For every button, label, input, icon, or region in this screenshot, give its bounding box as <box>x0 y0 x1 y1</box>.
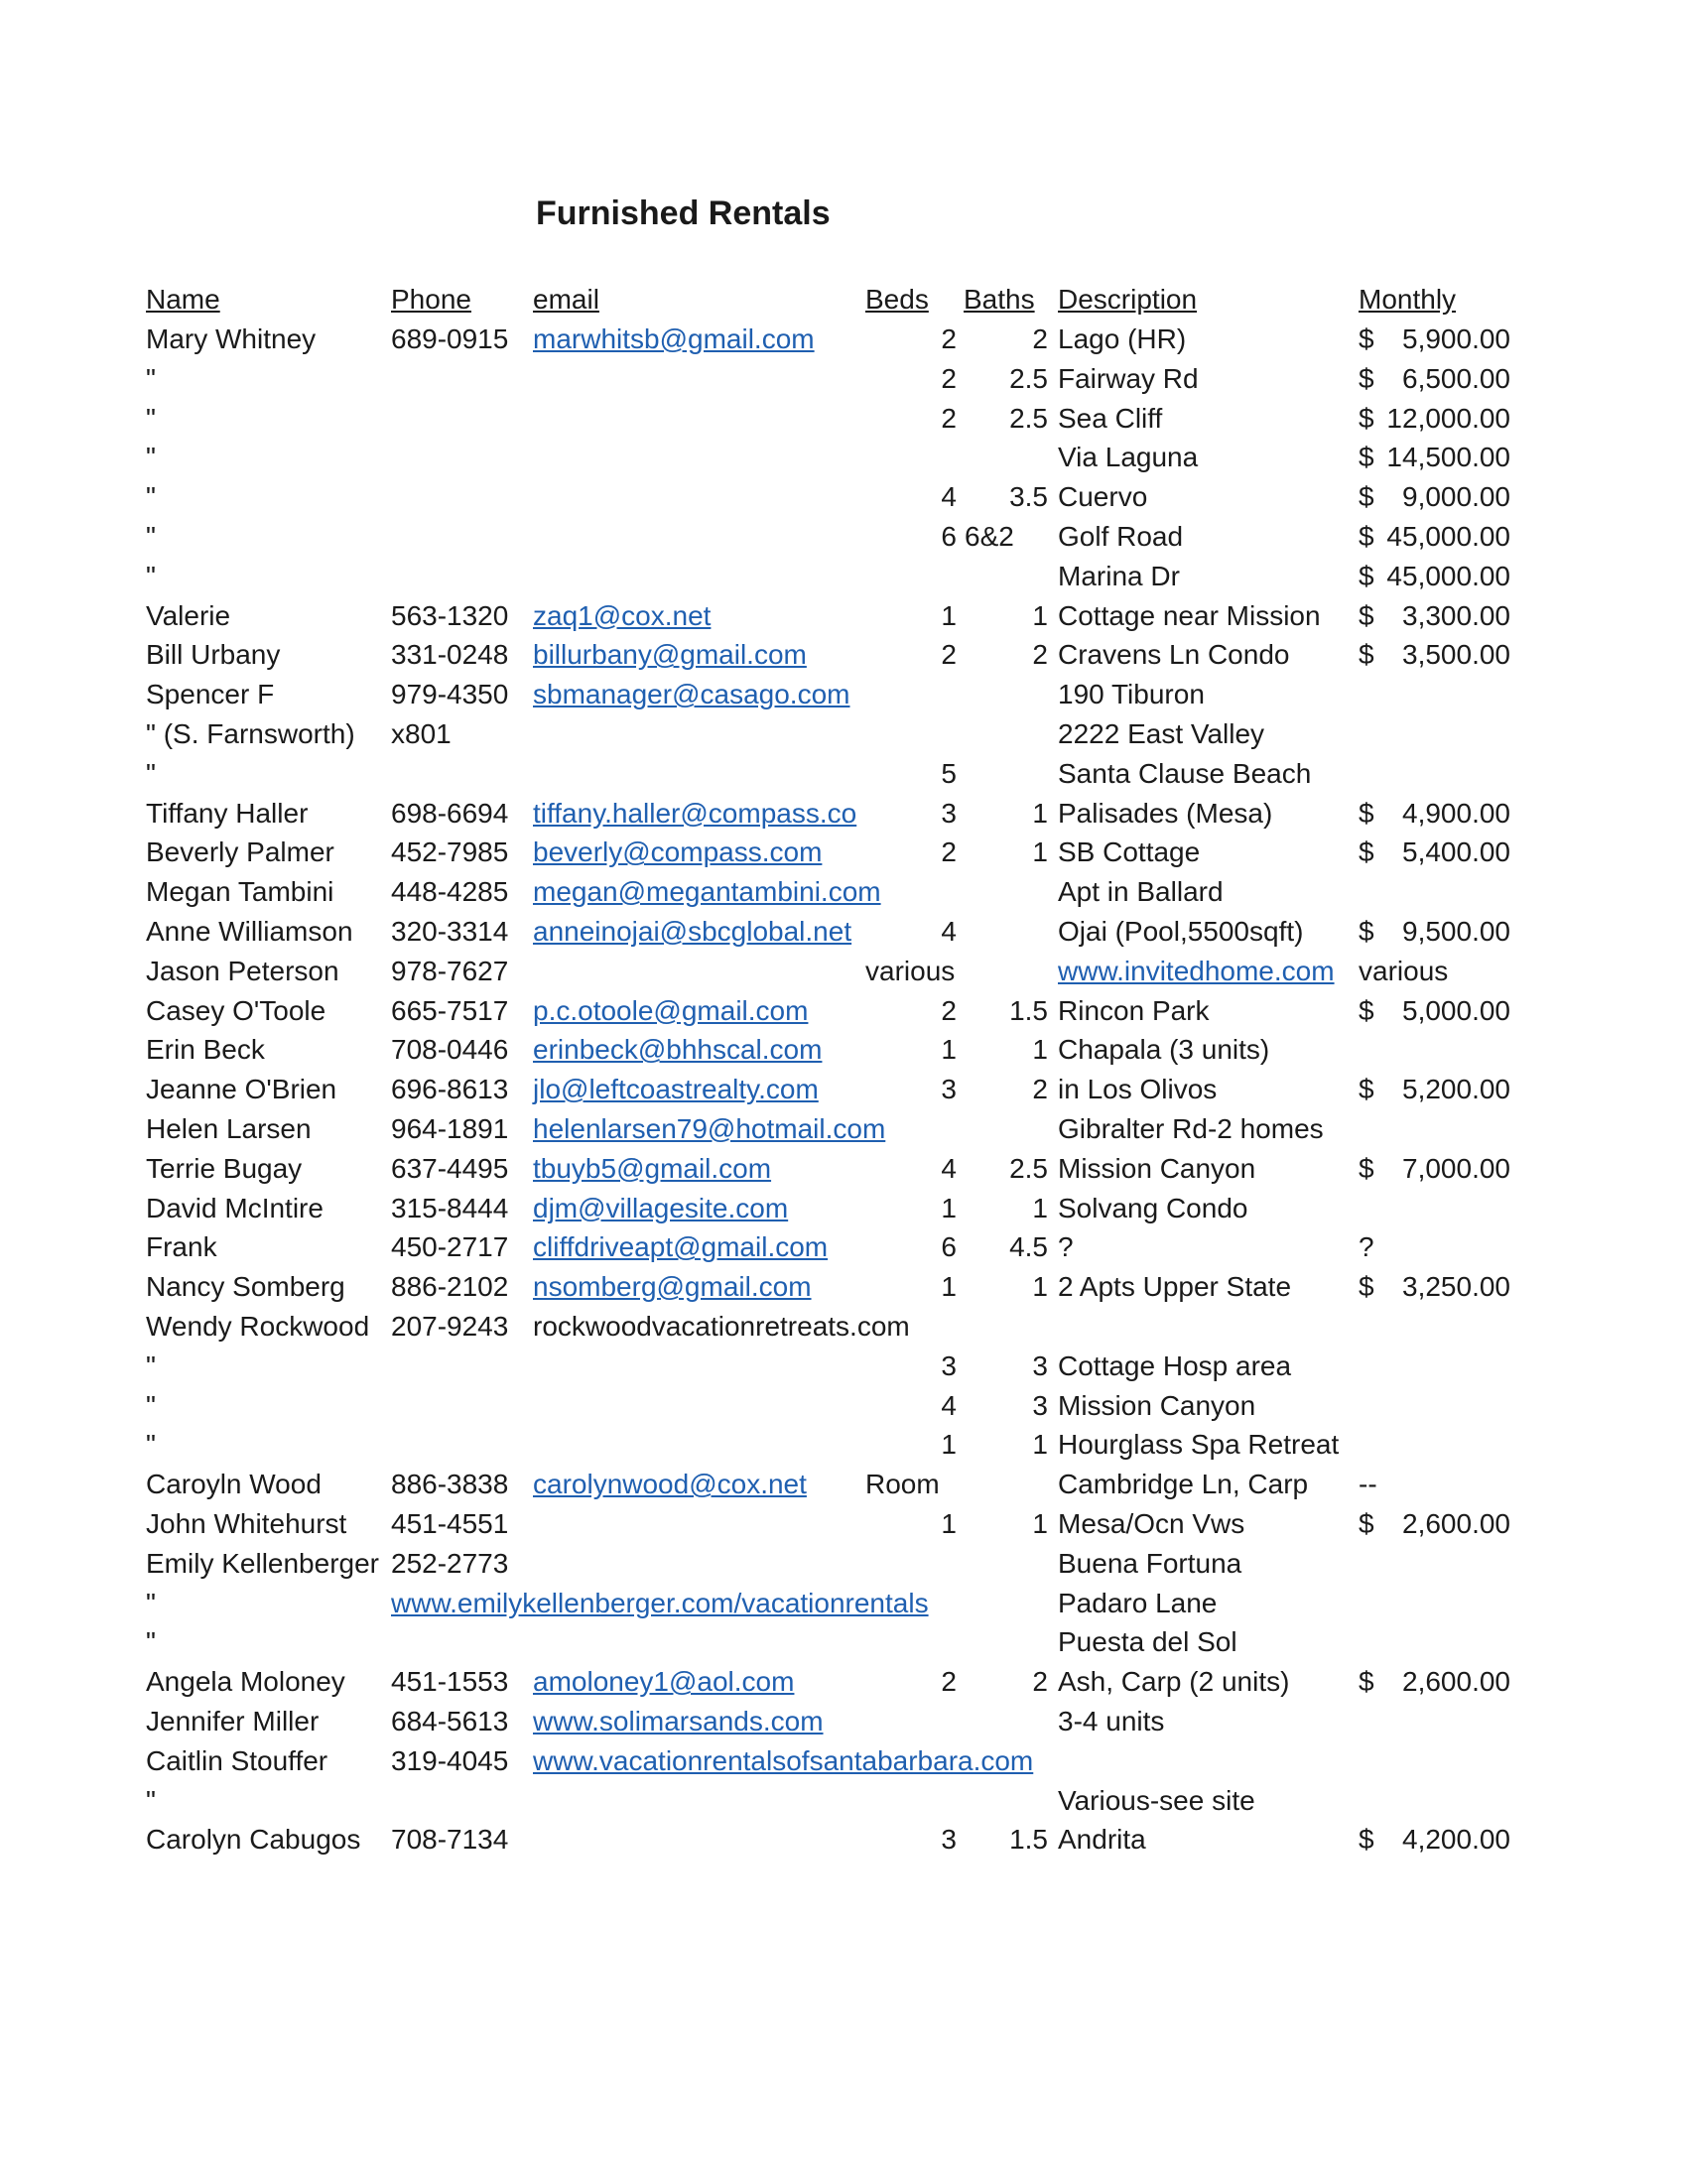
name-cell: " <box>146 402 156 434</box>
header-phone: Phone <box>391 284 471 315</box>
monthly-cell: 9,000.00 <box>1402 481 1510 513</box>
beds-cell: 2 <box>941 323 957 354</box>
phone-cell: 448-4285 <box>391 876 509 908</box>
table-row <box>0 952 1688 991</box>
monthly-cell: 2,600.00 <box>1402 1508 1510 1539</box>
email-link[interactable]: tiffany.haller@compass.co <box>533 797 857 829</box>
email-link[interactable]: www.vacationrentalsofsantabarbara.com <box>533 1744 1034 1776</box>
name-cell: " <box>146 442 156 473</box>
monthly-cell: 3,500.00 <box>1402 639 1510 671</box>
email-link[interactable]: marwhitsb@gmail.com <box>533 323 815 354</box>
phone-cell: 451-4551 <box>391 1508 509 1539</box>
email-link[interactable]: erinbeck@bhhscal.com <box>533 1034 823 1066</box>
phone-cell: 964-1891 <box>391 1113 509 1144</box>
baths-cell: 3 <box>1032 1349 1048 1381</box>
currency-symbol: $ <box>1359 481 1374 513</box>
beds-cell: 2 <box>941 994 957 1026</box>
name-cell: Caitlin Stouffer <box>146 1744 328 1776</box>
name-cell: Frank <box>146 1231 217 1263</box>
table-header <box>0 280 1688 320</box>
phone-cell: 698-6694 <box>391 797 509 829</box>
beds-cell: 2 <box>941 836 957 868</box>
baths-cell: 1 <box>1032 1508 1048 1539</box>
name-cell: David McIntire <box>146 1192 324 1223</box>
baths-cell: 3.5 <box>1009 481 1048 513</box>
description-cell: in Los Olivos <box>1058 1074 1218 1105</box>
table-row <box>0 1347 1688 1386</box>
table-row <box>0 320 1688 359</box>
description-cell: Chapala (3 units) <box>1058 1034 1270 1066</box>
name-cell: " <box>146 481 156 513</box>
beds-cell: 3 <box>941 1824 957 1856</box>
monthly-cell: 3,300.00 <box>1402 599 1510 631</box>
baths-cell: 1.5 <box>1009 994 1048 1026</box>
table-row <box>0 1267 1688 1307</box>
description-cell: Padaro Lane <box>1058 1587 1218 1618</box>
description-cell: Golf Road <box>1058 521 1184 552</box>
beds-cell: 4 <box>941 481 957 513</box>
description-cell: 2222 East Valley <box>1058 718 1265 749</box>
phone-cell: 689-0915 <box>391 323 509 354</box>
phone-cell: 979-4350 <box>391 679 509 710</box>
beds-cell: 2 <box>941 362 957 394</box>
header-beds: Beds <box>865 284 929 315</box>
currency-symbol: $ <box>1359 442 1374 473</box>
name-cell: Spencer F <box>146 679 275 710</box>
monthly-cell: 45,000.00 <box>1386 521 1510 552</box>
table-row <box>0 754 1688 794</box>
email-link[interactable]: nsomberg@gmail.com <box>533 1271 812 1303</box>
name-cell: Wendy Rockwood <box>146 1311 370 1342</box>
name-cell: " <box>146 1389 156 1421</box>
name-cell: Mary Whitney <box>146 323 317 354</box>
table-row <box>0 635 1688 675</box>
table-row <box>0 596 1688 636</box>
description-cell: Various-see site <box>1058 1784 1255 1816</box>
name-cell: " <box>146 1626 156 1658</box>
monthly-cell: 5,400.00 <box>1402 836 1510 868</box>
name-cell: Emily Kellenberger <box>146 1547 379 1579</box>
phone-cell: 563-1320 <box>391 599 509 631</box>
name-cell: " <box>146 1429 156 1461</box>
description-cell: Mission Canyon <box>1058 1389 1256 1421</box>
description-cell: Lago (HR) <box>1058 323 1187 354</box>
phone-cell: 315-8444 <box>391 1192 509 1223</box>
email-link[interactable]: helenlarsen79@hotmail.com <box>533 1113 886 1144</box>
phone-cell: 665-7517 <box>391 994 509 1026</box>
monthly-cell: ? <box>1359 1231 1374 1263</box>
name-cell: " <box>146 362 156 394</box>
header-name: Name <box>146 284 220 315</box>
phone-cell: 978-7627 <box>391 955 509 986</box>
baths-cell: 3 <box>1032 1389 1048 1421</box>
monthly-cell: 4,200.00 <box>1402 1824 1510 1856</box>
description-cell: Sea Cliff <box>1058 402 1163 434</box>
description-cell: Cottage Hosp area <box>1058 1349 1292 1381</box>
email-link[interactable]: www.solimarsands.com <box>533 1706 824 1736</box>
description-cell: Cravens Ln Condo <box>1058 639 1290 671</box>
beds-cell: 3 <box>941 1349 957 1381</box>
baths-cell: 1 <box>1032 1192 1048 1223</box>
header-monthly: Monthly <box>1359 284 1457 315</box>
phone-cell: 320-3314 <box>391 916 509 947</box>
table-row <box>0 1189 1688 1228</box>
baths-cell: 2 <box>1032 639 1048 671</box>
description-cell: Fairway Rd <box>1058 362 1199 394</box>
baths-cell: 2 <box>1032 323 1048 354</box>
name-cell: " <box>146 1784 156 1816</box>
monthly-cell: various <box>1359 955 1449 986</box>
monthly-cell: 6,500.00 <box>1402 362 1510 394</box>
name-cell: Carolyn Cabugos <box>146 1824 361 1856</box>
table-row <box>0 438 1688 477</box>
monthly-cell: 7,000.00 <box>1402 1152 1510 1184</box>
currency-symbol: $ <box>1359 1508 1374 1539</box>
table-row <box>0 1622 1688 1662</box>
beds-cell: 6 <box>941 1231 957 1263</box>
table-row <box>0 1030 1688 1070</box>
table-row <box>0 1386 1688 1426</box>
beds-cell: 1 <box>941 1508 957 1539</box>
currency-symbol: $ <box>1359 1824 1374 1856</box>
name-cell: Casey O'Toole <box>146 994 326 1026</box>
baths-cell: 4.5 <box>1009 1231 1048 1263</box>
table-row <box>0 1504 1688 1544</box>
phone-cell: 207-9243 <box>391 1311 509 1342</box>
email-link[interactable]: p.c.otoole@gmail.com <box>533 994 809 1026</box>
table-row <box>0 399 1688 439</box>
description-cell: Palisades (Mesa) <box>1058 797 1273 829</box>
description-cell: Mission Canyon <box>1058 1152 1256 1184</box>
description-cell: Cottage near Mission <box>1058 599 1321 631</box>
description-cell: Santa Clause Beach <box>1058 757 1312 789</box>
description-cell: 190 Tiburon <box>1058 679 1205 710</box>
phone-cell: 696-8613 <box>391 1074 509 1105</box>
baths-cell: 1 <box>1032 1429 1048 1461</box>
website-text: rockwoodvacationretreats.com <box>533 1311 910 1342</box>
beds-cell: 1 <box>941 1192 957 1223</box>
currency-symbol: $ <box>1359 994 1374 1026</box>
header-email: email <box>533 284 599 315</box>
phone-cell: x801 <box>391 718 452 749</box>
currency-symbol: $ <box>1359 560 1374 591</box>
name-cell: " <box>146 560 156 591</box>
currency-symbol: $ <box>1359 1271 1374 1303</box>
currency-symbol: $ <box>1359 797 1374 829</box>
baths-cell: 2.5 <box>1009 1152 1048 1184</box>
description-cell: Cambridge Ln, Carp <box>1058 1469 1309 1500</box>
beds-cell: 1 <box>941 1034 957 1066</box>
table-row <box>0 1741 1688 1781</box>
table-row <box>0 1544 1688 1584</box>
phone-cell: 252-2773 <box>391 1547 509 1579</box>
baths-cell: 1 <box>1032 797 1048 829</box>
table-row <box>0 1781 1688 1821</box>
name-cell: " (S. Farnsworth) <box>146 718 355 749</box>
description-cell: ? <box>1058 1231 1074 1263</box>
phone-cell: 886-2102 <box>391 1271 509 1303</box>
header-description: Description <box>1058 284 1198 315</box>
phone-cell: 450-2717 <box>391 1231 509 1263</box>
currency-symbol: $ <box>1359 323 1374 354</box>
baths-cell: 1 <box>1032 836 1048 868</box>
monthly-cell: 2,600.00 <box>1402 1666 1510 1698</box>
description-cell: Marina Dr <box>1058 560 1180 591</box>
email-link[interactable]: cliffdriveapt@gmail.com <box>533 1231 829 1263</box>
email-link[interactable]: tbuyb5@gmail.com <box>533 1152 772 1184</box>
table-row <box>0 1227 1688 1267</box>
beds-cell: 5 <box>941 757 957 789</box>
beds-cell: 1 <box>941 1271 957 1303</box>
beds-cell: 1 <box>941 599 957 631</box>
baths-cell: 1 <box>1032 599 1048 631</box>
table-row <box>0 675 1688 714</box>
beds-cell: 4 <box>941 1389 957 1421</box>
name-cell: Tiffany Haller <box>146 797 309 829</box>
table-row <box>0 477 1688 517</box>
table-row <box>0 991 1688 1031</box>
description-cell: SB Cottage <box>1058 836 1201 868</box>
description-cell: Ojai (Pool,5500sqft) <box>1058 916 1304 947</box>
monthly-cell: 45,000.00 <box>1386 560 1510 591</box>
description-cell: 3-4 units <box>1058 1706 1165 1736</box>
description-cell: Apt in Ballard <box>1058 876 1224 908</box>
name-cell: Terrie Bugay <box>146 1152 303 1184</box>
phone-cell: 708-0446 <box>391 1034 509 1066</box>
currency-symbol: $ <box>1359 402 1374 434</box>
beds-cell: various <box>865 955 956 986</box>
description-cell: Puesta del Sol <box>1058 1626 1237 1658</box>
name-cell: " <box>146 757 156 789</box>
phone-cell: 331-0248 <box>391 639 509 671</box>
table-row <box>0 794 1688 834</box>
monthly-cell: 3,250.00 <box>1402 1271 1510 1303</box>
description-cell: Hourglass Spa Retreat <box>1058 1429 1340 1461</box>
table-row <box>0 1070 1688 1109</box>
phone-cell: 637-4495 <box>391 1152 509 1184</box>
phone-cell: 451-1553 <box>391 1666 509 1698</box>
currency-symbol: $ <box>1359 916 1374 947</box>
table-row <box>0 912 1688 952</box>
table-row <box>0 1425 1688 1465</box>
table-row <box>0 557 1688 596</box>
email-link[interactable]: carolynwood@cox.net <box>533 1469 807 1500</box>
description-cell: Andrita <box>1058 1824 1146 1856</box>
description-cell: Gibralter Rd-2 homes <box>1058 1113 1324 1144</box>
email-link[interactable]: jlo@leftcoastrealty.com <box>533 1074 819 1105</box>
beds-cell: 6 <box>941 521 957 552</box>
email-link[interactable]: amoloney1@aol.com <box>533 1666 795 1698</box>
name-cell: Angela Moloney <box>146 1666 345 1698</box>
name-cell: Jason Peterson <box>146 955 339 986</box>
name-cell: " <box>146 521 156 552</box>
name-cell: Nancy Somberg <box>146 1271 345 1303</box>
phone-cell: 452-7985 <box>391 836 509 868</box>
currency-symbol: $ <box>1359 836 1374 868</box>
name-cell: Bill Urbany <box>146 639 281 671</box>
description-cell: Ash, Carp (2 units) <box>1058 1666 1290 1698</box>
email-link[interactable]: djm@villagesite.com <box>533 1192 789 1223</box>
name-cell: Jeanne O'Brien <box>146 1074 337 1105</box>
currency-symbol: $ <box>1359 1666 1374 1698</box>
website-link[interactable]: www.invitedhome.com <box>1058 955 1335 986</box>
beds-cell: 2 <box>941 402 957 434</box>
monthly-cell: 5,000.00 <box>1402 994 1510 1026</box>
name-cell: Megan Tambini <box>146 876 334 908</box>
currency-symbol: $ <box>1359 362 1374 394</box>
beds-cell: 1 <box>941 1429 957 1461</box>
monthly-cell: 9,500.00 <box>1402 916 1510 947</box>
name-cell: Valerie <box>146 599 231 631</box>
table-row <box>0 1149 1688 1189</box>
beds-cell: 2 <box>941 1666 957 1698</box>
name-cell: John Whitehurst <box>146 1508 347 1539</box>
table-row <box>0 1662 1688 1702</box>
table-row <box>0 1702 1688 1741</box>
name-cell: " <box>146 1587 156 1618</box>
name-cell: Caroyln Wood <box>146 1469 322 1500</box>
table-row <box>0 1307 1688 1347</box>
table-row <box>0 1584 1688 1623</box>
table-row <box>0 517 1688 557</box>
beds-cell: 3 <box>941 1074 957 1105</box>
beds-cell: 3 <box>941 797 957 829</box>
currency-symbol: $ <box>1359 1074 1374 1105</box>
beds-cell: 4 <box>941 916 957 947</box>
name-cell: Erin Beck <box>146 1034 265 1066</box>
page-title: Furnished Rentals <box>536 194 831 232</box>
table-row <box>0 359 1688 399</box>
description-cell: Mesa/Ocn Vws <box>1058 1508 1245 1539</box>
description-cell: Rincon Park <box>1058 994 1210 1026</box>
beds-cell: 2 <box>941 639 957 671</box>
table-row <box>0 1820 1688 1860</box>
table-row <box>0 1465 1688 1504</box>
monthly-cell: 5,200.00 <box>1402 1074 1510 1105</box>
name-cell: Jennifer Miller <box>146 1706 320 1736</box>
baths-cell: 2 <box>1032 1074 1048 1105</box>
name-cell: " <box>146 1349 156 1381</box>
baths-cell: 1 <box>1032 1034 1048 1066</box>
beds-cell: Room <box>865 1469 940 1500</box>
table-row <box>0 872 1688 912</box>
baths-cell: 2.5 <box>1009 402 1048 434</box>
beds-cell: 4 <box>941 1152 957 1184</box>
baths-cell: 2.5 <box>1009 362 1048 394</box>
monthly-cell: 5,900.00 <box>1402 323 1510 354</box>
monthly-cell: 12,000.00 <box>1386 402 1510 434</box>
monthly-cell: 14,500.00 <box>1386 442 1510 473</box>
phone-cell: 886-3838 <box>391 1469 509 1500</box>
phone-cell: 708-7134 <box>391 1824 509 1856</box>
description-cell: Via Laguna <box>1058 442 1199 473</box>
email-link[interactable]: sbmanager@casago.com <box>533 679 850 710</box>
currency-symbol: $ <box>1359 521 1374 552</box>
baths-cell: 1.5 <box>1009 1824 1048 1856</box>
description-cell: 2 Apts Upper State <box>1058 1271 1292 1303</box>
description-cell: Buena Fortuna <box>1058 1547 1242 1579</box>
email-link[interactable]: zaq1@cox.net <box>533 599 712 631</box>
baths-cell: 2 <box>1032 1666 1048 1698</box>
monthly-cell: -- <box>1359 1469 1377 1500</box>
table-row <box>0 714 1688 754</box>
email-link[interactable]: megan@megantambini.com <box>533 876 881 908</box>
currency-symbol: $ <box>1359 599 1374 631</box>
phone-cell: 319-4045 <box>391 1744 509 1776</box>
name-cell: Helen Larsen <box>146 1113 312 1144</box>
description-cell: Cuervo <box>1058 481 1148 513</box>
header-baths: Baths <box>964 284 1035 315</box>
email-link[interactable]: billurbany@gmail.com <box>533 639 807 671</box>
website-link[interactable]: www.emilykellenberger.com/vacationrentals <box>391 1587 929 1618</box>
table-row <box>0 833 1688 872</box>
name-cell: Beverly Palmer <box>146 836 334 868</box>
currency-symbol: $ <box>1359 1152 1374 1184</box>
description-cell: Solvang Condo <box>1058 1192 1248 1223</box>
currency-symbol: $ <box>1359 639 1374 671</box>
email-link[interactable]: beverly@compass.com <box>533 836 823 868</box>
baths-cell: 1 <box>1032 1271 1048 1303</box>
name-cell: Anne Williamson <box>146 916 353 947</box>
email-link[interactable]: anneinojai@sbcglobal.net <box>533 916 852 947</box>
baths-cell: 6&2 <box>965 521 1014 552</box>
phone-cell: 684-5613 <box>391 1706 509 1736</box>
table-row <box>0 1109 1688 1149</box>
monthly-cell: 4,900.00 <box>1402 797 1510 829</box>
